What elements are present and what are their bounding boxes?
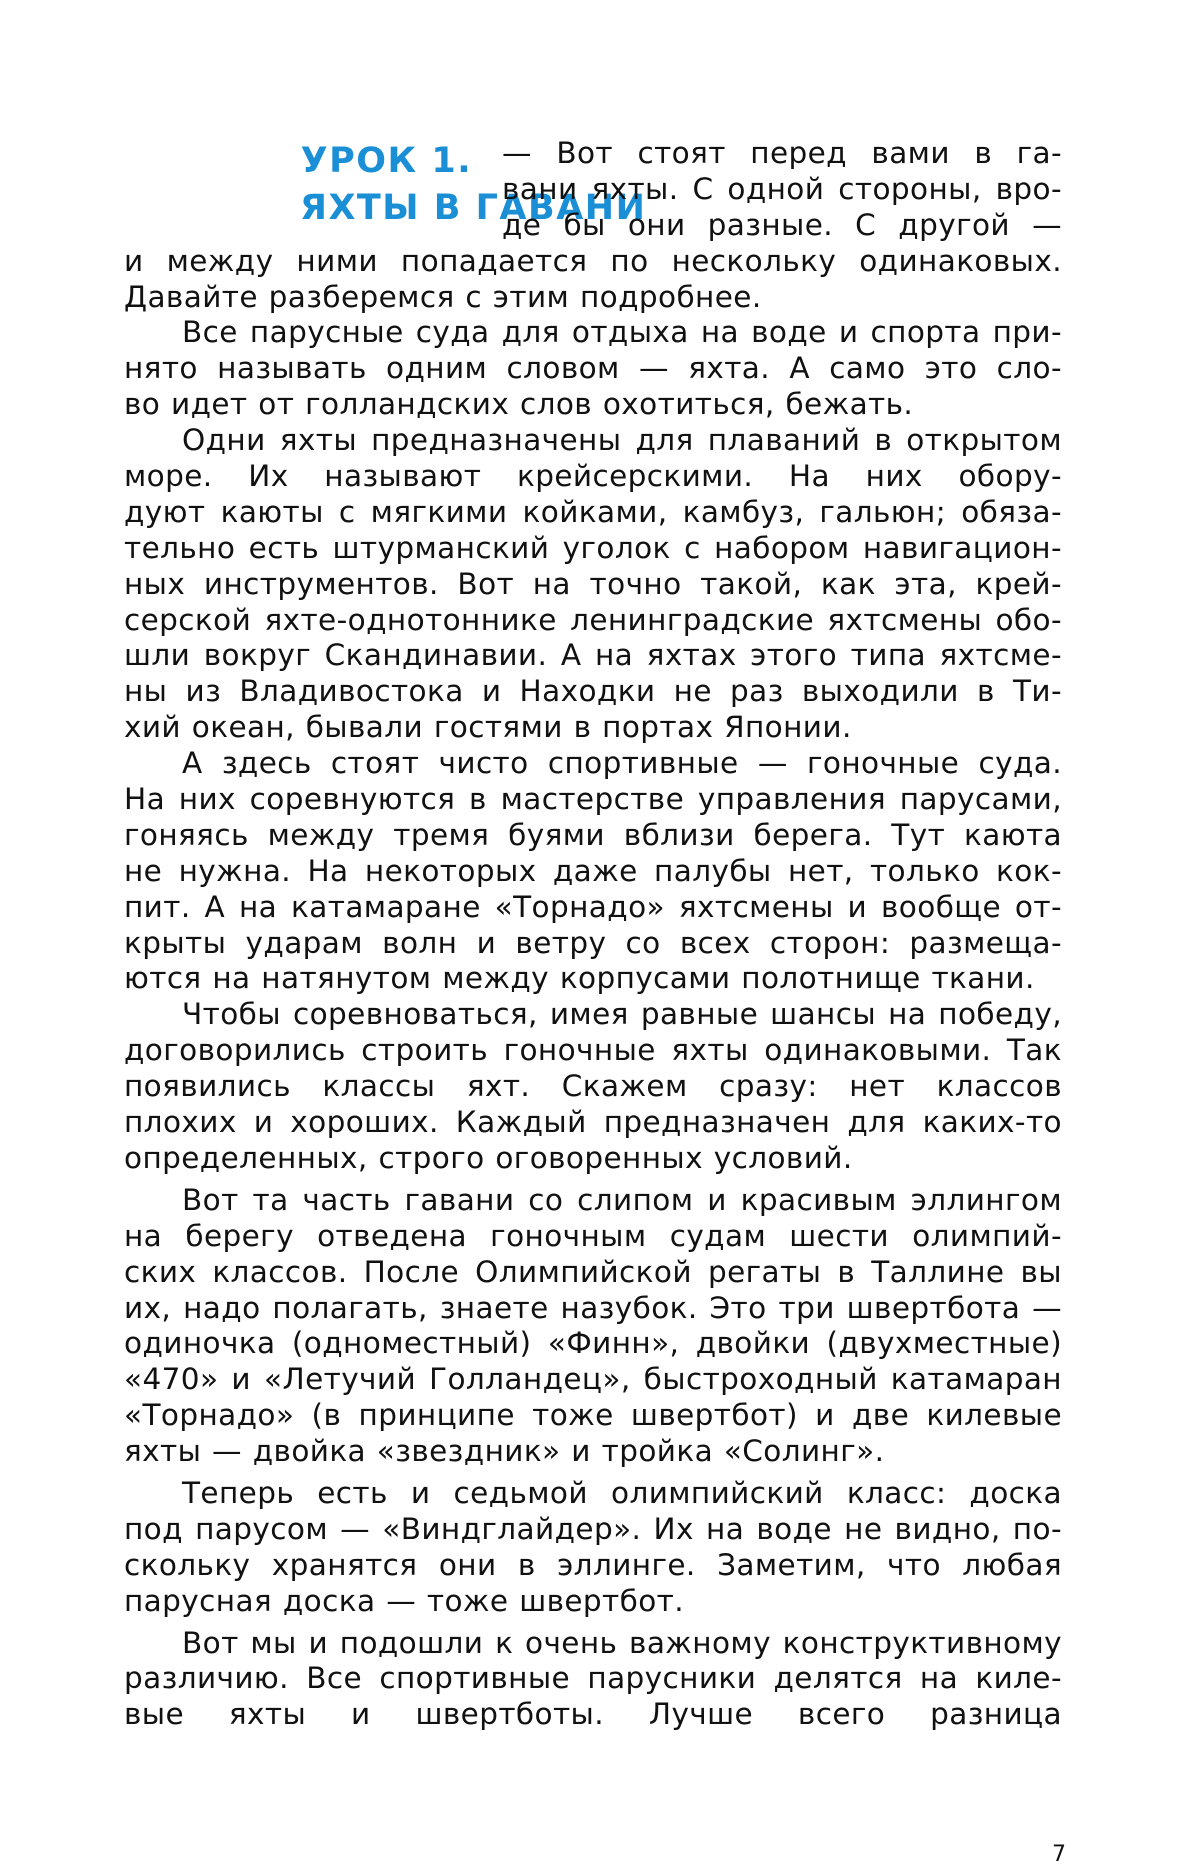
text-line: Вот та часть гавани со слипом и красивым эллингом [182, 1182, 1062, 1217]
text-line: «470» и «Летучий Голландец», быстроходный катамаран [124, 1362, 1062, 1397]
text-line: нято называть одним словом — яхта. А само это сло- [124, 351, 1062, 386]
text-line: ских классов. После Олимпийской регаты в Таллине вы [124, 1254, 1062, 1289]
text-line: гоняясь между тремя буями вблизи берега. Тут каюта [124, 817, 1062, 852]
text-line: ются на натянутом между корпусами полотнище ткани. [124, 961, 1035, 996]
text-line: шли вокруг Скандинавии. А на яхтах этого типа яхтсме- [124, 638, 1062, 673]
text-line: договорились строить гоночные яхты одинаковыми. Так [124, 1033, 1062, 1068]
text-line: яхты — двойка «звездник» и тройка «Солинг». [124, 1434, 885, 1469]
paragraph [124, 997, 1062, 1176]
text-line: Давайте разберемся с этим подробнее. [124, 279, 762, 314]
intro-paragraph [502, 136, 1062, 244]
text-line: их, надо полагать, знаете назубок. Это три швертбота — [124, 1290, 1062, 1325]
text-line: и между ними попадается по нескольку одинаковых. [124, 243, 1062, 278]
text-line: хий океан, бывали гостями в портах Японии. [124, 710, 852, 745]
paragraph [124, 1476, 1062, 1620]
text-line: не нужна. На некоторых даже палубы нет, только кок- [124, 853, 1062, 888]
text-line: Все парусные суда для отдыха на воде и спорта при- [182, 315, 1062, 350]
page-number: 7 [1052, 1842, 1066, 1867]
text-line: «Торнадо» (в принципе тоже швертбот) и две килевые [124, 1398, 1062, 1433]
text-line: де бы они разные. С другой — [502, 207, 1062, 242]
text-line: плохих и хороших. Каждый предназначен для каких-то [124, 1105, 1062, 1140]
paragraph [124, 423, 1062, 746]
text-line: различию. Все спортивные парусники делятся на киле- [124, 1661, 1062, 1696]
text-line: на берегу отведена гоночным судам шести олимпий- [124, 1218, 1062, 1253]
text-line: определенных, строго оговоренных условий. [124, 1140, 853, 1175]
text-line: крыты ударам волн и ветру со всех сторон: размеща- [124, 925, 1062, 960]
text-line: дуют каюты с мягкими койками, камбуз, гальюн; обяза- [124, 494, 1062, 529]
text-line: вые яхты и швертботы. Лучше всего разница [124, 1697, 1062, 1732]
text-line: Теперь есть и седьмой олимпийский класс: доска [182, 1475, 1062, 1510]
lesson-title: ЯХТЫ В ГАВАНИ [300, 188, 647, 228]
text-line: скольку хранятся они в эллинге. Заметим, что любая [124, 1547, 1062, 1582]
text-line: Вот мы и подошли к очень важному конструктивному [182, 1625, 1062, 1660]
paragraph [124, 1183, 1062, 1470]
text-line: А здесь стоят чисто спортивные — гоночные суда. [182, 746, 1062, 781]
text-line: На них соревнуются в мастерстве управления парусами, [124, 782, 1062, 817]
text-line: появились классы яхт. Скажем сразу: нет классов [124, 1069, 1062, 1104]
paragraph [124, 746, 1062, 997]
text-line: ны из Владивостока и Находки не раз выходили в Ти- [124, 674, 1062, 709]
text-line: во идет от голландских слов охотиться, бежать. [124, 387, 914, 422]
text-line: Чтобы соревноваться, имея равные шансы на победу, [182, 997, 1062, 1032]
text-line: серской яхте-однотоннике ленинградские яхтсмены обо- [124, 602, 1062, 637]
text-line: — Вот стоят перед вами в га- [502, 136, 1062, 170]
text-line: одиночка (одноместный) «Финн», двойки (двухместные) [124, 1326, 1062, 1361]
text-line: тельно есть штурманский уголок с набором навигацион- [124, 530, 1062, 565]
text-line: море. Их называют крейсерскими. На них обору- [124, 459, 1062, 494]
paragraph [124, 244, 1062, 316]
paragraph [124, 315, 1062, 423]
text-line: вани яхты. С одной стороны, вро- [502, 171, 1062, 206]
text-line: Одни яхты предназначены для плаваний в открытом [182, 423, 1062, 458]
paragraph [124, 1626, 1062, 1734]
text-line: пит. А на катамаране «Торнадо» яхтсмены и вообще от- [124, 889, 1062, 924]
text-line: ных инструментов. Вот на точно такой, как эта, крей- [124, 566, 1062, 601]
text-line: парусная доска — тоже швертбот. [124, 1583, 685, 1618]
body-text [124, 136, 1062, 1733]
text-line: под парусом — «Виндглайдер». Их на воде не видно, по- [124, 1511, 1062, 1546]
lesson-number: УРОК 1. [300, 141, 472, 181]
